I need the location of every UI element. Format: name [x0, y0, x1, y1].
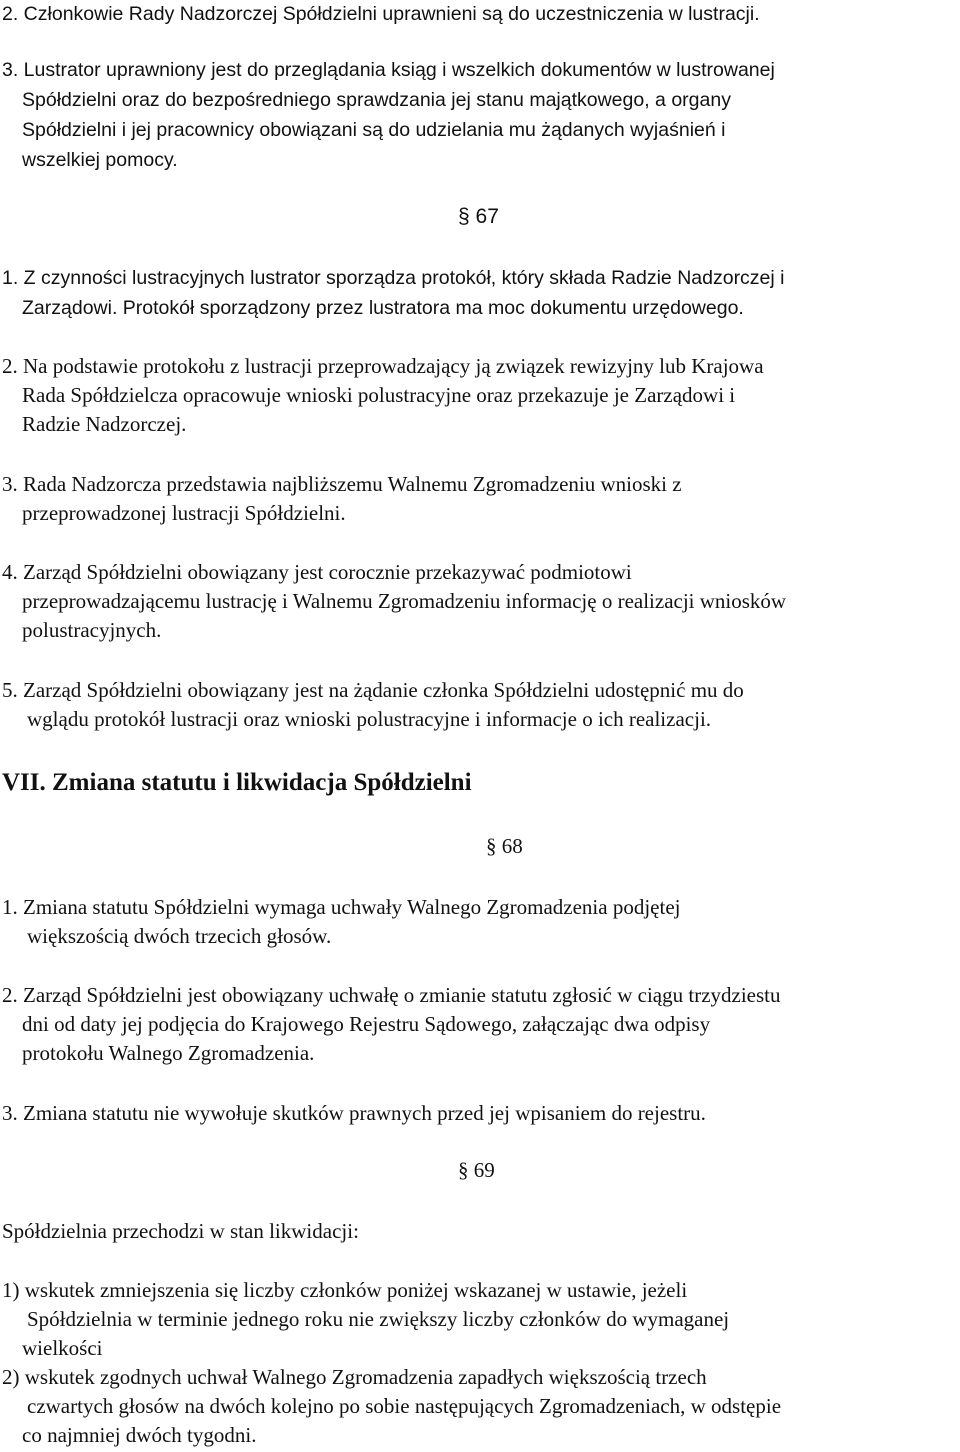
list-item: 2) wskutek zgodnych uchwał Walnego Zgromadzenia zapadłych większością trzech: [2, 1365, 707, 1389]
paragraph-line: 2. Zarząd Spółdzielni jest obowiązany uchwałę o zmianie statutu zgłosić w ciągu trzydziestu: [2, 983, 781, 1007]
paragraph-line: przeprowadzającemu lustrację i Walnemu Zgromadzeniu informację o realizacji wniosków: [22, 589, 787, 613]
paragraph-line: Zarządowi. Protokół sporządzony przez lustratora ma moc dokumentu urzędowego.: [22, 297, 744, 319]
paragraph-line: Radzie Nadzorczej.: [22, 412, 187, 436]
section-number: § 68: [486, 834, 523, 858]
paragraph-line: Spółdzielnia przechodzi w stan likwidacji:: [2, 1219, 359, 1243]
paragraph-line: 5. Zarząd Spółdzielni obowiązany jest na żądanie członka Spółdzielni udostępnić mu do: [2, 678, 744, 702]
paragraph-line: większością dwóch trzecich głosów.: [27, 924, 332, 948]
paragraph-line: Rada Spółdzielcza opracowuje wnioski polustracyjne oraz przekazuje je Zarządowi i: [22, 383, 736, 407]
paragraph-line: przeprowadzonej lustracji Spółdzielni.: [22, 501, 346, 525]
paragraph-line: 1. Zmiana statutu Spółdzielni wymaga uchwały Walnego Zgromadzenia podjętej: [2, 895, 681, 919]
chapter-heading: VII. Zmiana statutu i likwidacja Spółdzielni: [2, 769, 472, 796]
paragraph-line: wszelkiej pomocy.: [22, 149, 178, 171]
paragraph-line: polustracyjnych.: [22, 618, 162, 642]
paragraph-line: 3. Zmiana statutu nie wywołuje skutków prawnych przed jej wpisaniem do rejestru.: [2, 1101, 706, 1125]
paragraph-line: wglądu protokół lustracji oraz wnioski polustracyjne i informacje o ich realizacji.: [27, 707, 712, 731]
paragraph-line: 3. Lustrator uprawniony jest do przeglądania ksiąg i wszelkich dokumentów w lustrowanej: [2, 59, 775, 81]
list-item: 1) wskutek zmniejszenia się liczby członków poniżej wskazanej w ustawie, jeżeli: [2, 1278, 688, 1302]
paragraph-line: protokołu Walnego Zgromadzenia.: [22, 1041, 315, 1065]
list-item: co najmniej dwóch tygodni.: [22, 1423, 257, 1447]
list-item: wielkości: [22, 1336, 103, 1360]
paragraph-line: 3. Rada Nadzorcza przedstawia najbliższemu Walnemu Zgromadzeniu wnioski z: [2, 472, 682, 496]
paragraph-line: 2. Członkowie Rady Nadzorczej Spółdzielni uprawnieni są do uczestniczenia w lustracji.: [2, 3, 760, 25]
list-item: czwartych głosów na dwóch kolejno po sobie następujących Zgromadzeniach, w odstępie: [27, 1394, 782, 1418]
list-item: Spółdzielnia w terminie jednego roku nie zwiększy liczby członków do wymaganej: [27, 1307, 730, 1331]
paragraph-line: Spółdzielni i jej pracownicy obowiązani są do udzielania mu żądanych wyjaśnień i: [22, 119, 726, 141]
paragraph-line: dni od daty jej podjęcia do Krajowego Rejestru Sądowego, załączając dwa odpisy: [22, 1012, 711, 1036]
paragraph-line: 1. Z czynności lustracyjnych lustrator sporządza protokół, który składa Radzie Nadzorczej i: [2, 267, 785, 289]
paragraph-line: 4. Zarząd Spółdzielni obowiązany jest corocznie przekazywać podmiotowi: [2, 560, 632, 584]
paragraph-line: 2. Na podstawie protokołu z lustracji przeprowadzający ją związek rewizyjny lub Krajowa: [2, 354, 764, 378]
paragraph-line: Spółdzielni oraz do bezpośredniego sprawdzania jej stanu majątkowego, a organy: [22, 89, 731, 111]
section-number: § 69: [458, 1158, 495, 1182]
section-number: § 67: [458, 205, 499, 228]
